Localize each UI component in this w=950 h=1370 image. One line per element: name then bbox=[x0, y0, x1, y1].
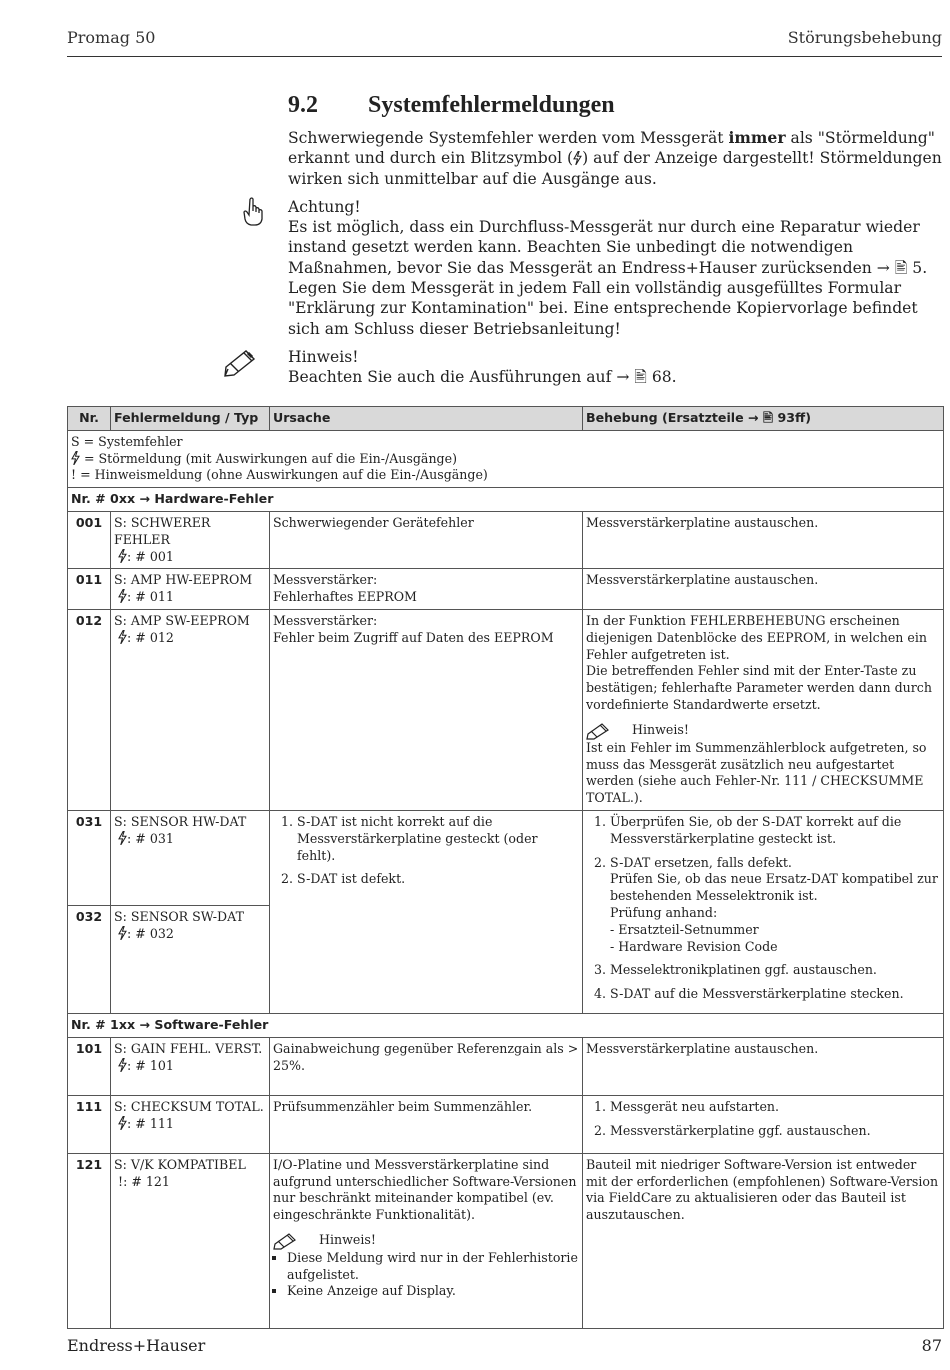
caution-title: Achtung! bbox=[288, 197, 361, 216]
lightning-icon bbox=[118, 1116, 127, 1130]
col-cause: Ursache bbox=[270, 407, 583, 431]
lightning-icon bbox=[118, 589, 127, 603]
intro-text-a: Schwerwiegende Systemfehler werden vom Messgerät bbox=[288, 129, 729, 147]
header-right: Störungsbehebung bbox=[787, 28, 942, 47]
col-nr: Nr. bbox=[68, 407, 111, 431]
header-left: Promag 50 bbox=[67, 28, 156, 47]
lightning-icon bbox=[118, 926, 127, 940]
fix-steps: 1. Überprüfen Sie, ob der S-DAT korrekt auf die Messverstärkerplatine gesteckt ist. 2. S-DAT ersetzen, falls defekt. Prüfen Sie, ob das neue Ersatz-DAT kompatibel zur bestehenden Messelektronik ist. Prüfung anhand: - Ersatzteil-Setnummer - Hardware Revision Code 3. Messelektronikplatinen ggf. austauschen. 4. S-DAT auf die Messverstärkerplatine stecken. bbox=[586, 814, 940, 1003]
intro-text-b: als "Störmeldung" erkannt und durch ein Blitzsymbol ( bbox=[288, 129, 935, 168]
hint-note: Hinweis! bbox=[273, 1232, 579, 1250]
intro-text-c: ) auf der Anzeige dargestellt! Störmeldungen wirken sich unmittelbar auf die Ausgänge aus. bbox=[288, 149, 942, 188]
section-number: 9.2 bbox=[288, 92, 318, 118]
col-fix: Behebung (Ersatzteile → 🖹 93ff) bbox=[583, 407, 944, 431]
lightning-icon bbox=[71, 451, 80, 465]
group-row-software: Nr. # 1xx → Software-Fehler bbox=[68, 1013, 944, 1037]
hint-block bbox=[288, 347, 943, 388]
table-row: 101 S: GAIN FEHL. VERST. : # 101 Gainabweichung gegenüber Referenzgain als > 25%. Messverstärkerplatine austauschen. bbox=[68, 1037, 944, 1095]
pencil-icon bbox=[273, 1232, 301, 1250]
lightning-icon bbox=[118, 1058, 127, 1072]
intro-bold: immer bbox=[728, 128, 786, 147]
caution-text: Es ist möglich, dass ein Durchfluss-Messgerät nur durch eine Reparatur wieder instand gesetzt werden kann. Beachten Sie unbedingt die notwendigen Maßnahmen, bevor Sie das Messgerät an Endress+Hauser zurücksenden → 🖹 5. Legen Sie dem Messgerät in jedem Fall ein vollständig ausgefülltes Formular "Erklärung zur Kontamination" bei. Eine entsprechende Kopiervorlage befindet sich am Schluss dieser Betriebsanleitung! bbox=[288, 218, 928, 338]
hint-text: Beachten Sie auch die Ausführungen auf → 🖹 68. bbox=[288, 368, 677, 387]
table-row: 011 S: AMP HW-EEPROM : # 011 Messverstärker: Fehlerhaftes EEPROM Messverstärkerplatine austauschen. bbox=[68, 569, 944, 610]
section-heading bbox=[288, 92, 943, 119]
pencil-icon bbox=[222, 347, 258, 377]
cause-steps: 1. S-DAT ist nicht korrekt auf die Messverstärkerplatine gesteckt (oder fehlt). 2. S-DAT ist defekt. bbox=[273, 814, 579, 888]
hint-note: Hinweis! bbox=[586, 722, 940, 740]
section-title: Systemfehlermeldungen bbox=[368, 92, 615, 118]
legend-fault: = Störmeldung (mit Auswirkungen auf die Ein-/Ausgänge) bbox=[71, 451, 940, 468]
table-row: 032 S: SENSOR SW-DAT : # 032 bbox=[68, 906, 944, 1014]
table-header-row bbox=[68, 407, 944, 431]
intro-paragraph bbox=[288, 128, 943, 189]
lightning-icon bbox=[118, 831, 127, 845]
lightning-icon bbox=[118, 630, 127, 644]
group-row-hardware: Nr. # 0xx → Hardware-Fehler bbox=[68, 488, 944, 512]
table-row: 001 S: SCHWERER FEHLER : # 001 Schwerwiegender Gerätefehler Messverstärkerplatine austauschen. bbox=[68, 511, 944, 568]
legend-system: S = Systemfehler bbox=[71, 433, 183, 449]
lightning-icon bbox=[573, 151, 582, 165]
pointing-hand-icon bbox=[240, 197, 266, 227]
legend-notice: ! = Hinweismeldung (ohne Auswirkungen auf die Ein-/Ausgänge) bbox=[71, 467, 488, 483]
footer-brand: Endress+Hauser bbox=[67, 1336, 206, 1355]
table-row: 012 S: AMP SW-EEPROM : # 012 Messverstärker: Fehler beim Zugriff auf Daten des EEPROM In der Funktion FEHLERBEHEBUNG erscheinen diejenigen Datenblöcke des EEPROM, in welchen ein Fehler aufgetreten ist. Die betreffenden Fehler sind mit der Enter-Taste zu bestätigen; fehlerhafte Parameter werden dann durch vordefinierte Standardwerte ersetzt. Hinweis! Ist ein Fehler im Summenzählerblock aufgetreten, so muss das Messgerät zusätzlich neu aufgestartet werden (siehe auch Fehler-Nr. 111 / CHECKSUMME TOTAL.). bbox=[68, 609, 944, 810]
page-number: 87 bbox=[921, 1336, 942, 1355]
header-rule bbox=[67, 56, 942, 57]
caution-block bbox=[288, 197, 943, 339]
lightning-icon bbox=[118, 549, 127, 563]
hint-title: Hinweis! bbox=[288, 347, 359, 366]
col-message: Fehlermeldung / Typ bbox=[111, 407, 270, 431]
legend-row bbox=[68, 430, 944, 487]
pencil-icon bbox=[586, 722, 614, 740]
section-9-2 bbox=[288, 92, 943, 388]
error-table bbox=[67, 406, 944, 1329]
table-row: 111 S: CHECKSUM TOTAL. : # 111 Prüfsummenzähler beim Summenzähler. 1. Messgerät neu aufstarten. 2. Messverstärkerplatine ggf. austauschen. bbox=[68, 1095, 944, 1153]
table-row: 121 S: V/K KOMPATIBEL !: # 121 I/O-Platine und Messverstärkerplatine sind aufgrund unterschiedlicher Software-Versionen nur beschränkt miteinander kompatibel (ev. eingeschränkte Funktionalität). Hinweis! ▪ Diese Meldung wird nur in der Fehlerhistorie aufgelistet. ▪ Keine Anzeige auf Display. Bauteil mit niedriger Software-Version ist entweder mit der erforderlichen (empfohlenen) Software-Version via FieldCare zu aktualisieren oder das Bauteil ist auszutauschen. bbox=[68, 1153, 944, 1328]
legend-cell bbox=[68, 430, 944, 487]
table-row: 031 S: SENSOR HW-DAT : # 031 1. S-DAT ist nicht korrekt auf die Messverstärkerplatine gesteckt (oder fehlt). 2. S-DAT ist defekt. 1. Überprüfen Sie, ob der S-DAT korrekt auf die Messverstärkerplatine gesteckt ist. 2. S-DAT ersetzen, falls defekt. Prüfen Sie, ob das neue Ersatz-DAT kompatibel zur bestehenden Messelektronik ist. Prüfung anhand: - Ersatzteil-Setnummer - Hardware Revision Code 3. Messelektronikplatinen ggf. austauschen. 4. S-DAT auf die Messverstärkerplatine stecken. bbox=[68, 810, 944, 905]
